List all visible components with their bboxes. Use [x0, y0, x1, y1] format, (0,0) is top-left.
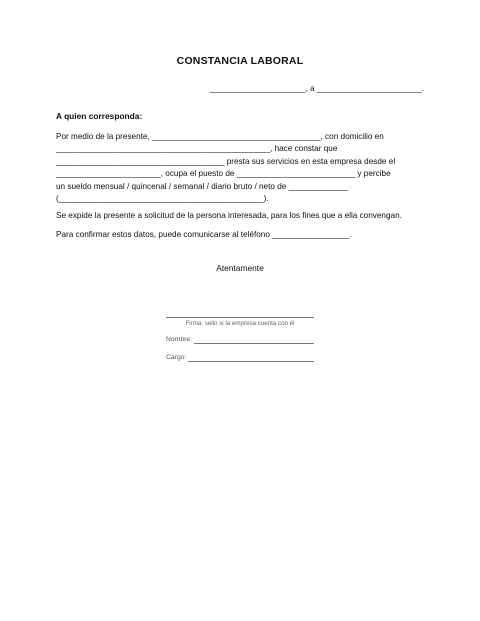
position-field — [166, 354, 186, 361]
contact-paragraph: Para confirmar estos datos, puede comunicarse al teléfono _________________. — [56, 230, 352, 239]
body-line: _____________________________________ presta sus servicios en esta empresa desde el — [56, 156, 396, 166]
position-line — [188, 361, 314, 362]
place-date-line: _____________________, a _______________________. — [209, 84, 424, 93]
name-field — [166, 336, 192, 343]
document-title: CONSTANCIA LABORAL — [176, 55, 304, 67]
body-line: Por medio de la presente, _____________________________________, con domicilio en — [56, 132, 384, 141]
main-paragraph — [56, 131, 428, 205]
body-line: (_____________________________________________). — [56, 194, 269, 204]
body-line: _______________________, ocupa el puesto de __________________________ y percibe — [56, 169, 391, 179]
body-line: _______________________________________________, hace constar que — [56, 144, 338, 154]
position-label: Cargo: — [166, 354, 187, 361]
name-label: Nombre: — [166, 336, 193, 343]
signature-caption: Firma; sello si la empresa cuenta con él — [185, 320, 295, 327]
salutation: A quien corresponda: — [56, 111, 143, 121]
name-line — [194, 343, 314, 344]
closing-text: Atentamente — [216, 263, 264, 273]
body-line: un sueldo mensual / quincenal / semanal / diario bruto / neto de _____________ — [56, 181, 348, 191]
signature-line — [166, 317, 314, 318]
purpose-paragraph: Se expide la presente a solicitud de la persona interesada, para los fines que a ella convengan. — [56, 211, 402, 220]
